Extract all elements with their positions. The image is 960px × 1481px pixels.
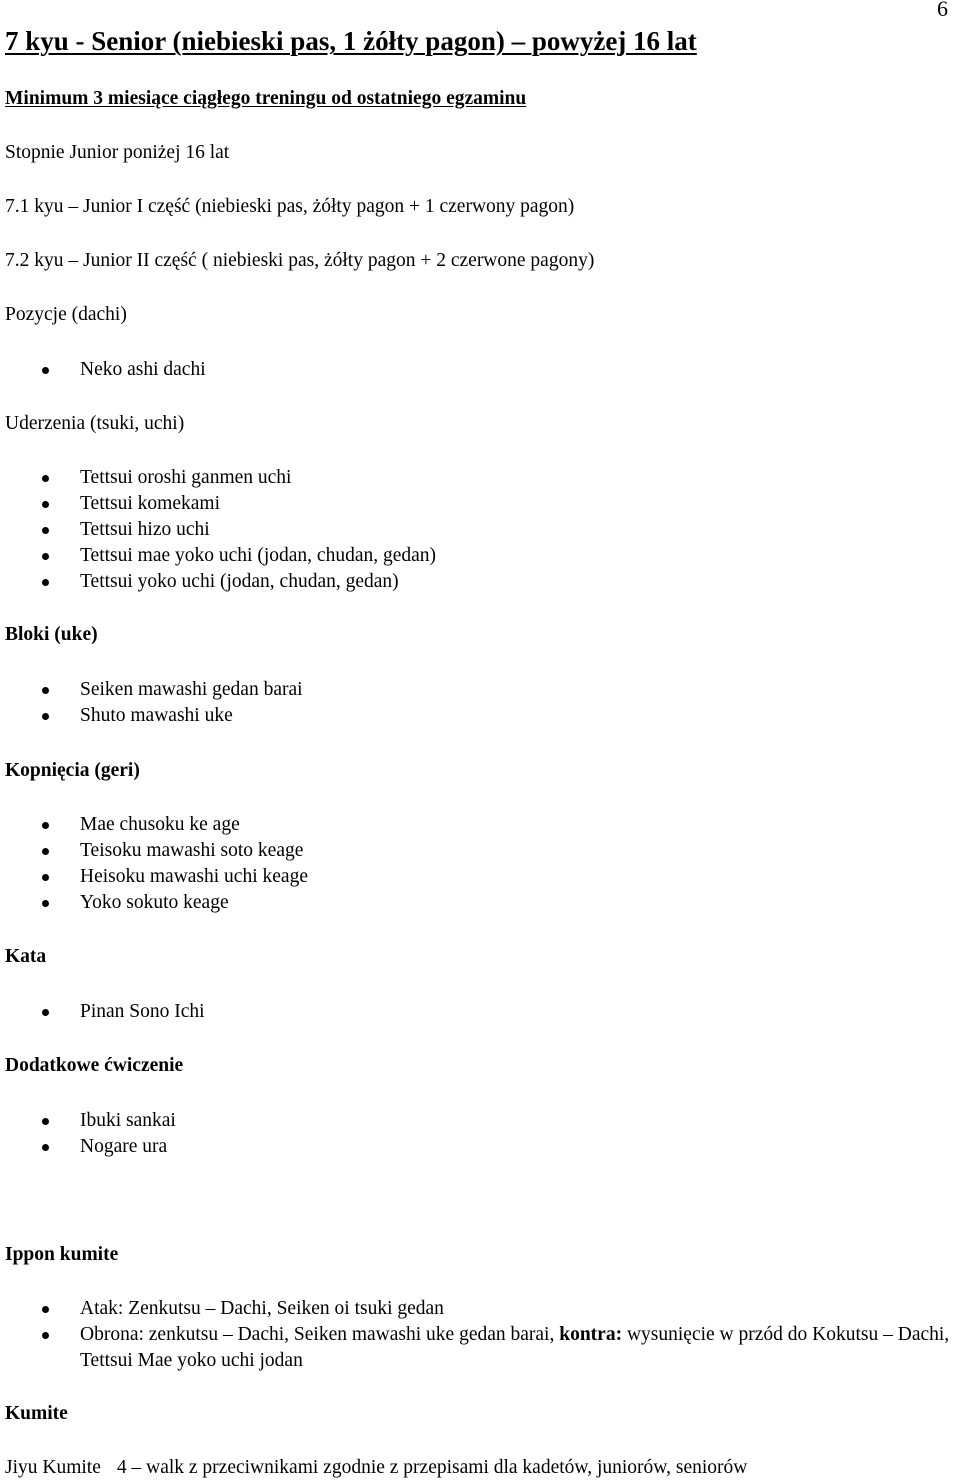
intro-line-3: 7.2 kyu – Junior II część ( niebieski pas, żółty pagon + 2 czerwone pagony) xyxy=(5,250,595,271)
list-item: Ibuki sankai xyxy=(0,1108,960,1134)
list-dodatkowe xyxy=(0,1108,960,1160)
section-heading-ippon: Ippon kumite xyxy=(5,1244,119,1265)
list-item: Mae chusoku ke age xyxy=(0,812,960,838)
section-heading-kopniecia: Kopnięcia (geri) xyxy=(5,760,140,781)
list-item: Tettsui oroshi ganmen uchi xyxy=(0,465,960,491)
section-heading-kumite: Kumite xyxy=(5,1403,68,1424)
list-item: Nogare ura xyxy=(0,1134,960,1160)
list-pozycje xyxy=(0,357,960,383)
list-item: Heisoku mawashi uchi keage xyxy=(0,864,960,890)
page-title: 7 kyu - Senior (niebieski pas, 1 żółty pagon) – powyżej 16 lat xyxy=(5,26,697,56)
section-heading-bloki: Bloki (uke) xyxy=(5,624,98,645)
footer-text: 4 – walk z przeciwnikami zgodnie z przepisami dla kadetów, juniorów, seniorów xyxy=(116,1457,748,1478)
list-kopniecia xyxy=(0,812,960,916)
list-item: Pinan Sono Ichi xyxy=(0,999,960,1025)
intro-line-1: Stopnie Junior poniżej 16 lat xyxy=(5,142,230,163)
kontra-text: wysunięcie w przód do Kokutsu – Dachi, Tettsui Mae yoko uchi jodan xyxy=(80,1324,950,1371)
section-heading-pozycje: Pozycje (dachi) xyxy=(5,304,127,325)
page-number: 6 xyxy=(937,0,948,21)
list-ippon xyxy=(0,1296,960,1374)
footer-label: Jiyu Kumite xyxy=(5,1457,101,1478)
kontra-label: kontra: xyxy=(559,1324,623,1345)
list-item: Tettsui komekami xyxy=(0,491,960,517)
section-heading-kata: Kata xyxy=(5,946,47,967)
list-item: Seiken mawashi gedan barai xyxy=(0,677,960,703)
list-item: Tettsui yoko uchi (jodan, chudan, gedan) xyxy=(0,569,960,595)
list-item xyxy=(0,1322,960,1374)
list-kata xyxy=(0,999,960,1025)
list-bloki xyxy=(0,677,960,729)
page-subtitle: Minimum 3 miesiące ciągłego treningu od ostatniego egzaminu xyxy=(5,88,527,109)
list-item: Teisoku mawashi soto keage xyxy=(0,838,960,864)
list-uderzenia xyxy=(0,465,960,595)
obrona-text: Obrona: zenkutsu – Dachi, Seiken mawashi uke gedan barai, xyxy=(80,1324,560,1345)
list-item: Neko ashi dachi xyxy=(0,357,960,383)
intro-line-2: 7.1 kyu – Junior I część (niebieski pas, żółty pagon + 1 czerwony pagon) xyxy=(5,196,575,217)
section-heading-dodatkowe: Dodatkowe ćwiczenie xyxy=(5,1055,184,1076)
list-item: Tettsui hizo uchi xyxy=(0,517,960,543)
list-item: Tettsui mae yoko uchi (jodan, chudan, gedan) xyxy=(0,543,960,569)
list-item: Atak: Zenkutsu – Dachi, Seiken oi tsuki gedan xyxy=(0,1296,960,1322)
list-item: Shuto mawashi uke xyxy=(0,703,960,729)
section-heading-uderzenia: Uderzenia (tsuki, uchi) xyxy=(5,413,185,434)
list-item: Yoko sokuto keage xyxy=(0,890,960,916)
footer-line xyxy=(5,1455,747,1481)
